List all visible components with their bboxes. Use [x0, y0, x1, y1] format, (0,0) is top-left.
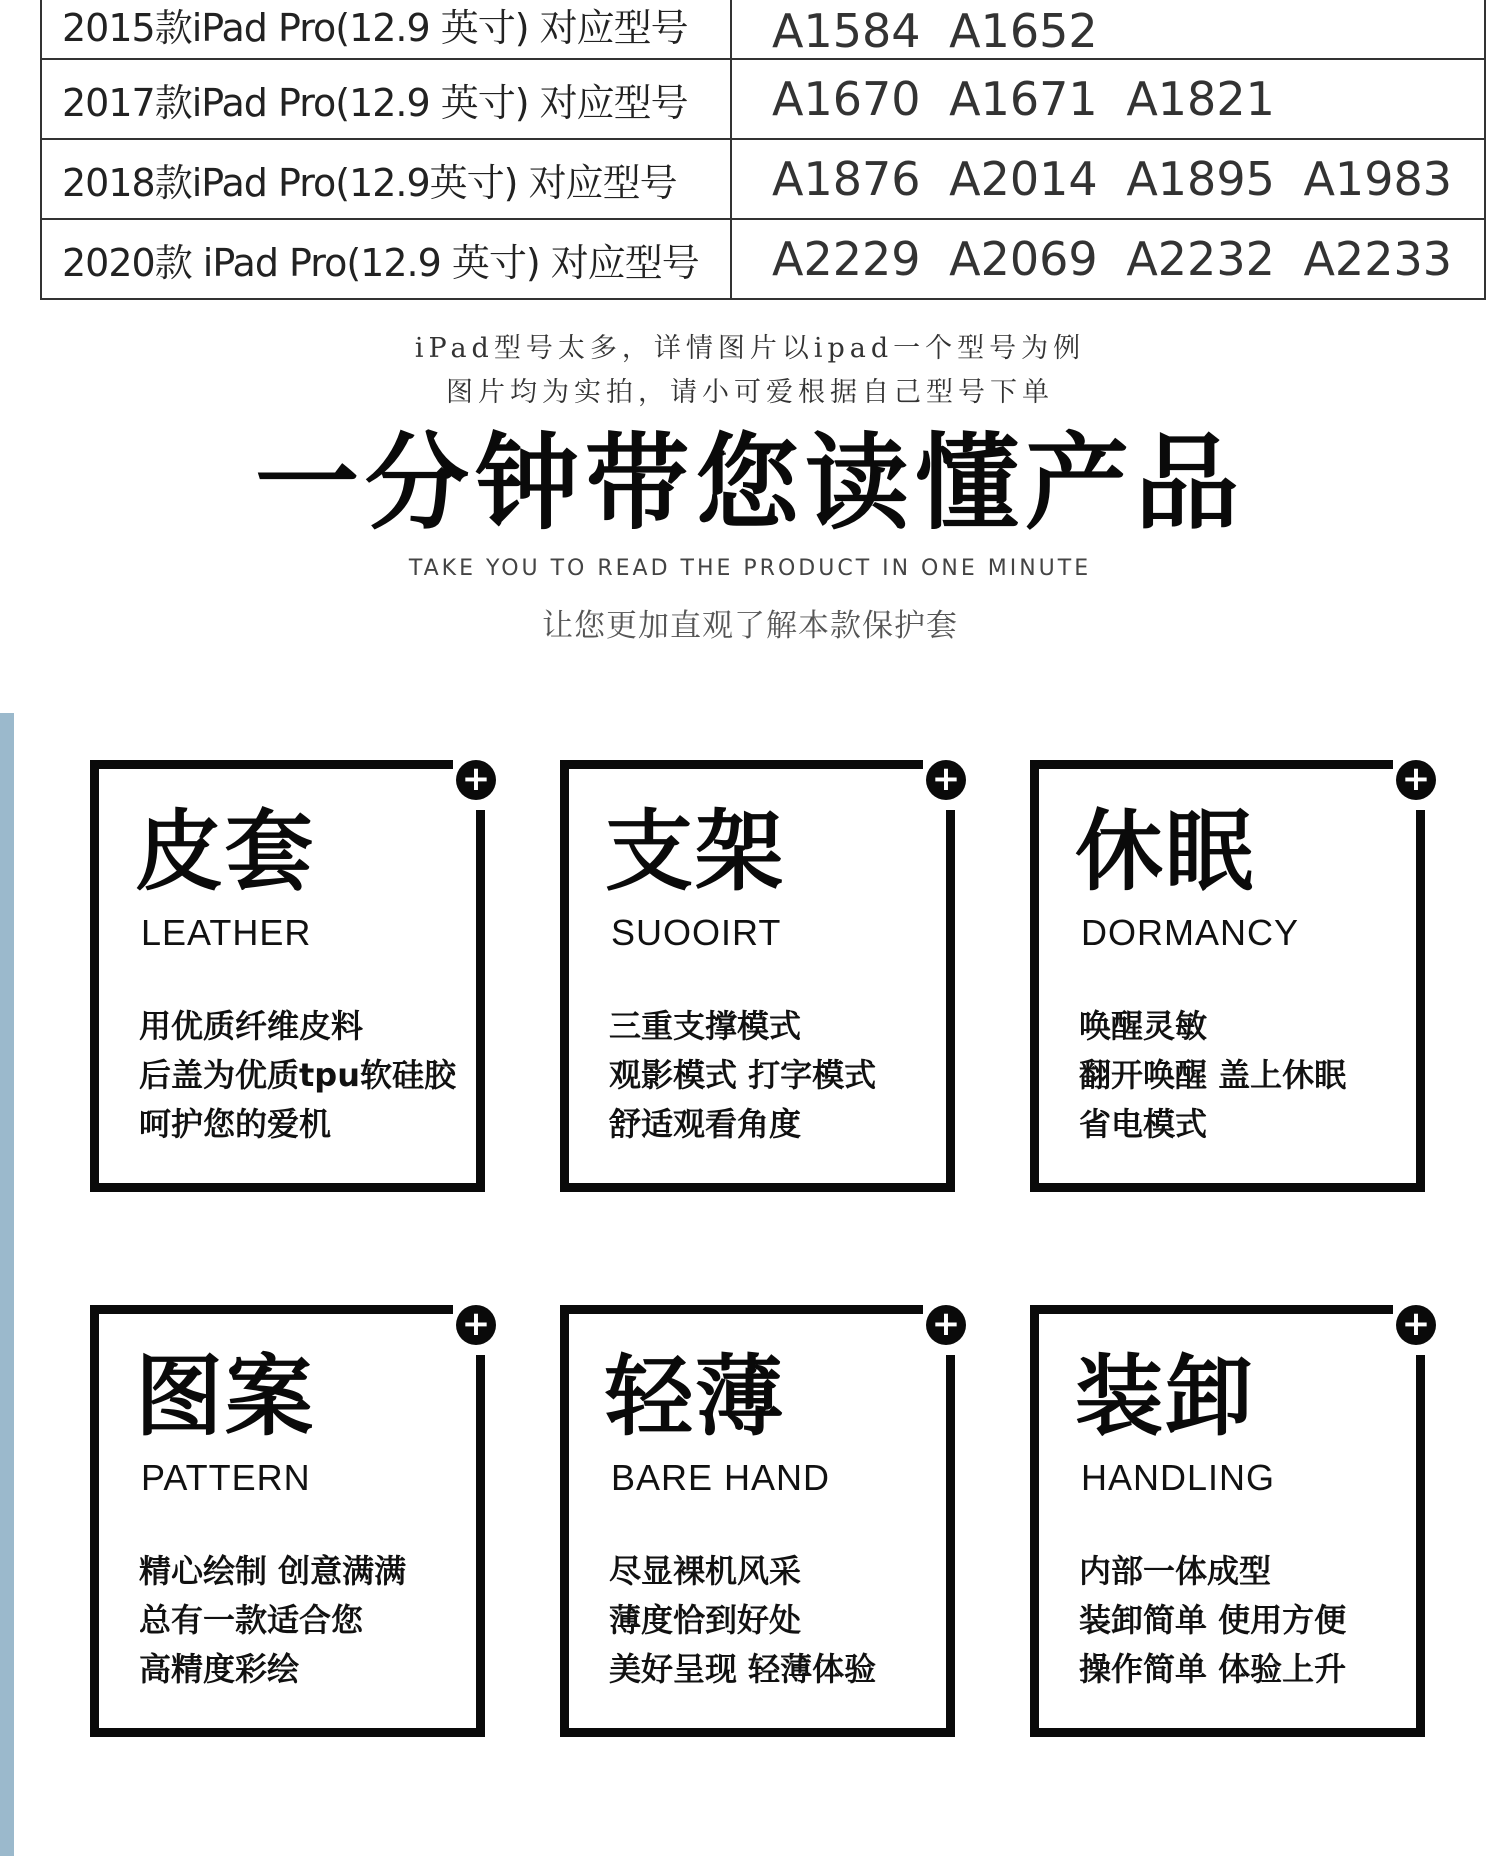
model-codes-cell: A1876 A2014 A1895 A1983 [731, 139, 1485, 219]
feature-description [609, 1002, 876, 1149]
feature-title: 轻薄 [605, 1345, 786, 1448]
card-right-border [1416, 1355, 1425, 1728]
description-line: 美好呈现 轻薄体验 [609, 1650, 877, 1688]
description-line: 操作简单 体验上升 [1079, 1650, 1347, 1688]
description-line: 精心绘制 创意满满 [139, 1552, 407, 1590]
description-line: 舒适观看角度 [609, 1105, 802, 1143]
model-table [40, 0, 1486, 300]
card-top-border [99, 760, 453, 769]
feature-card-dormancy [1030, 759, 1431, 1192]
side-accent-bar [0, 713, 14, 1856]
feature-title: 支架 [605, 800, 786, 903]
feature-title-en: PATTERN [141, 1457, 311, 1498]
description-line: 总有一款适合您 [139, 1601, 364, 1639]
table-row [41, 0, 1485, 59]
model-name-cell: 2015款iPad Pro(12.9 英寸) 对应型号 [41, 0, 731, 59]
page-title: 一分钟带您读懂产品 [254, 422, 1245, 544]
description-line: 唤醒灵敏 [1079, 1007, 1208, 1045]
feature-card-leather [90, 759, 491, 1192]
model-codes-cell: A1584 A1652 [731, 0, 1485, 59]
card-right-border [1416, 810, 1425, 1183]
feature-title-en: DORMANCY [1081, 912, 1300, 953]
feature-title: 休眠 [1075, 800, 1256, 903]
description-line: 观影模式 打字模式 [609, 1056, 877, 1094]
table-row [41, 59, 1485, 139]
feature-title: 皮套 [135, 800, 316, 903]
plus-icon[interactable]: + [926, 760, 966, 800]
card-right-border [946, 1355, 955, 1728]
feature-description [1079, 1547, 1346, 1694]
description-line: 高精度彩绘 [139, 1650, 300, 1688]
description-line: 后盖为优质tpu软硅胶 [139, 1056, 456, 1094]
description-line: 省电模式 [1079, 1105, 1208, 1143]
feature-card-support [560, 759, 961, 1192]
photo-note: 图片均为实拍，请小可爱根据自己型号下单 [446, 377, 1054, 408]
description-line: 内部一体成型 [1079, 1552, 1272, 1590]
table-row [41, 139, 1485, 219]
model-codes-cell: A1670 A1671 A1821 [731, 59, 1485, 139]
feature-card-handling [1030, 1304, 1431, 1737]
description-line: 尽显裸机风采 [609, 1552, 802, 1590]
model-name-cell: 2017款iPad Pro(12.9 英寸) 对应型号 [41, 59, 731, 139]
plus-icon[interactable]: + [926, 1305, 966, 1345]
feature-title: 装卸 [1075, 1345, 1256, 1448]
description-line: 呵护您的爱机 [139, 1105, 332, 1143]
feature-title-en: HANDLING [1081, 1457, 1276, 1498]
card-right-border [476, 1355, 485, 1728]
feature-title-en: BARE HAND [611, 1457, 831, 1498]
card-top-border [99, 1305, 453, 1314]
plus-icon[interactable]: + [456, 1305, 496, 1345]
plus-icon[interactable]: + [1396, 760, 1436, 800]
model-name-cell: 2018款iPad Pro(12.9英寸) 对应型号 [41, 139, 731, 219]
feature-description [139, 1547, 406, 1694]
feature-card-thin [560, 1304, 961, 1737]
feature-title-en: SUOOIRT [611, 912, 782, 953]
plus-icon[interactable]: + [456, 760, 496, 800]
description-line: 翻开唤醒 盖上休眠 [1079, 1056, 1347, 1094]
description-line: 薄度恰到好处 [609, 1601, 802, 1639]
card-right-border [946, 810, 955, 1183]
card-top-border [569, 1305, 923, 1314]
page-subtitle-cn: 让您更加直观了解本款保护套 [542, 608, 958, 644]
feature-title-en: LEATHER [141, 912, 312, 953]
table-row [41, 219, 1485, 299]
feature-description [609, 1547, 876, 1694]
model-name-cell: 2020款 iPad Pro(12.9 英寸) 对应型号 [41, 219, 731, 299]
card-top-border [1039, 760, 1393, 769]
description-line: 三重支撑模式 [609, 1007, 802, 1045]
feature-title: 图案 [135, 1345, 316, 1448]
feature-card-pattern [90, 1304, 491, 1737]
card-right-border [476, 810, 485, 1183]
description-line: 用优质纤维皮料 [139, 1007, 364, 1045]
page-subtitle-en: TAKE YOU TO READ THE PRODUCT IN ONE MINUTE [408, 556, 1092, 581]
card-top-border [1039, 1305, 1393, 1314]
feature-description [139, 1002, 456, 1149]
description-line: 装卸简单 使用方便 [1079, 1601, 1347, 1639]
card-top-border [569, 760, 923, 769]
feature-description [1079, 1002, 1346, 1149]
plus-icon[interactable]: + [1396, 1305, 1436, 1345]
model-note: iPad型号太多，详情图片以ipad一个型号为例 [414, 333, 1086, 364]
model-codes-cell: A2229 A2069 A2232 A2233 [731, 219, 1485, 299]
